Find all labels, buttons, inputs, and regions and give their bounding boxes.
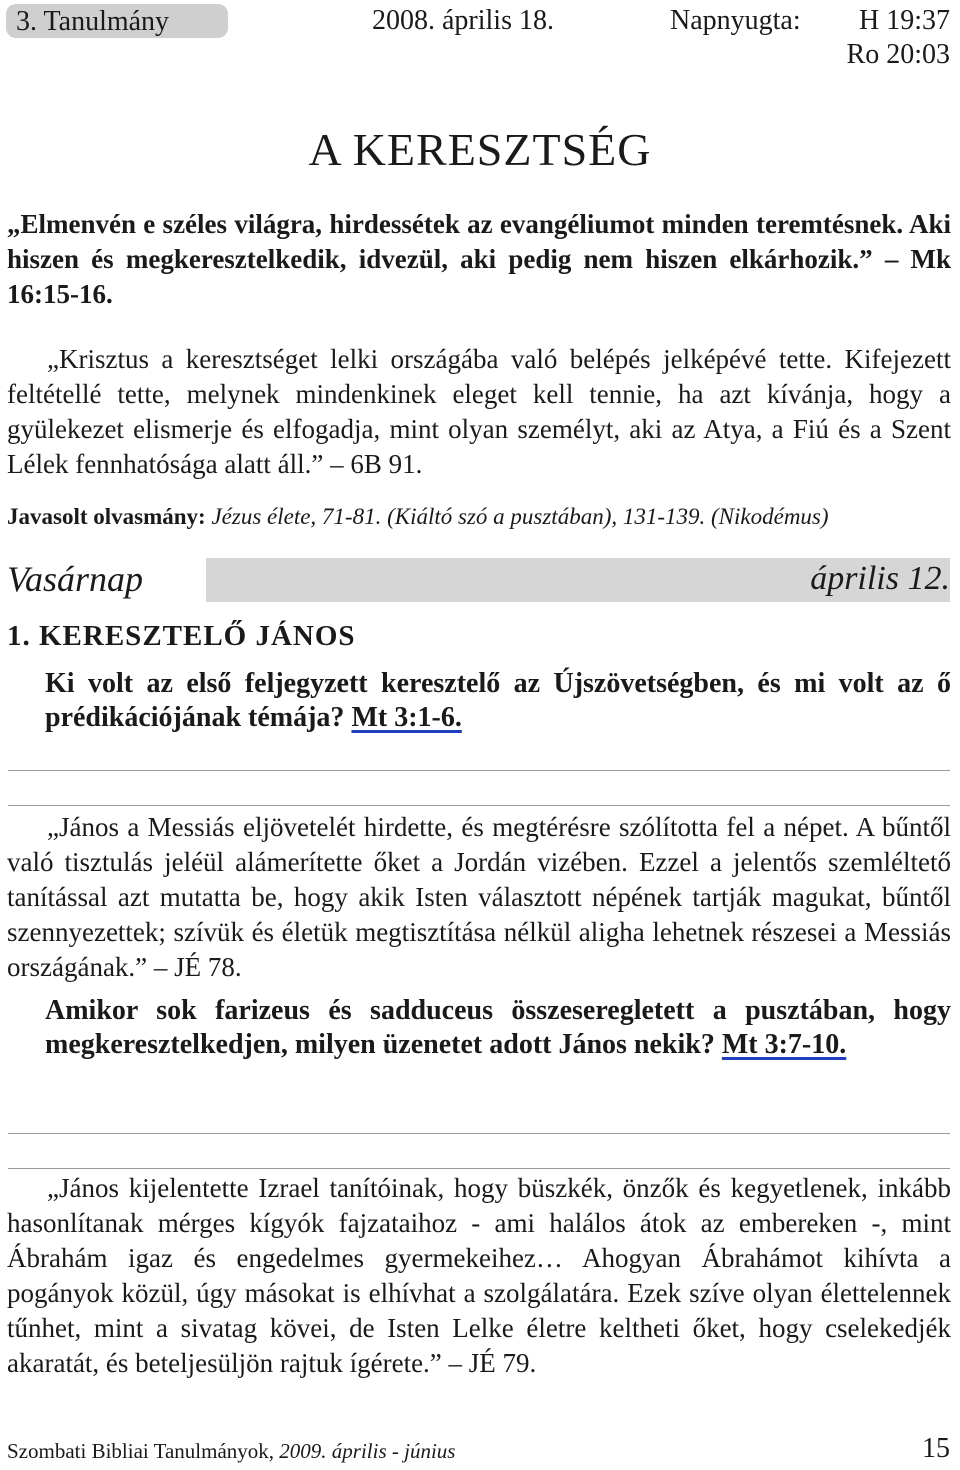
lesson-date: 2008. április 18. <box>372 5 554 36</box>
memory-verse <box>7 207 951 312</box>
lesson-title: A KERESZTSÉG <box>308 124 652 175</box>
question-b-text: Amikor sok farizeus és sadduceus összeseregletett a pusztában, hogy megkeresztelkedjen, milyen üzenetet adott János nekik? <box>45 995 951 1060</box>
day-name: Vasárnap <box>7 559 144 599</box>
question-a <box>7 667 951 735</box>
intro-quote-text: „Krisztus a keresztséget lelki országába való belépés jelképévé tette. Kifejezett feltétellé tette, melynek mindenkinek eleget kell tennie, ha azt kívánja, hogy a gyülekezet elismerje és elfogadja, mint olyan személyt, aki az Atya, a Fiú és a Szent Lélek fennhatósága alatt áll.” – 6B 91. <box>7 344 951 479</box>
answer-quote-a <box>7 810 951 985</box>
answer-line <box>8 1168 950 1169</box>
answer-quote-b <box>7 1171 951 1381</box>
sunset-romania: Ro 20:03 <box>846 39 950 70</box>
question-b <box>7 994 951 1062</box>
footer-publication <box>7 1436 455 1466</box>
footer-period: 2009. április - június <box>279 1439 456 1463</box>
memory-verse-text: „Elmenvén e széles világra, hirdessétek az evangéliumot minden teremtésnek. Aki hiszen és megkeresztelkedik, idvezül, aki pedig nem hiszen elkárhozik.” – Mk 16:15-16. <box>7 209 951 309</box>
answer-line <box>8 1133 950 1134</box>
question-a-letter <box>7 667 45 701</box>
sunset-hungary: H 19:37 <box>859 5 950 36</box>
question-a-reference-link[interactable]: Mt 3:1-6. <box>351 702 462 733</box>
suggested-reading-label: Javasolt olvasmány: <box>7 504 206 529</box>
suggested-reading <box>7 500 951 534</box>
question-b-letter <box>7 994 45 1028</box>
sunset-label: Napnyugta: <box>670 5 801 36</box>
answer-quote-b-text: „János kijelentette Izrael tanítóinak, hogy büszkék, önzők és kegyetlenek, inkább hasonlítanak mérges kígyók fajzataihoz - ami halálos átok az embereken -, mint Ábrahám igaz és engedelmes gyermekeihez… Ahogyan Ábrahámot kihívta a pogányok közül, úgy másokat is elhívhat a szolgálatára. Ezek szíve olyan élettelennek tűnhet, mint a sivatag kövei, de Isten Lelke életre keltheti őket, hogy cselekedjék akaratát, és beteljesüljön rajtuk ígérete.” – JÉ 79. <box>7 1173 951 1378</box>
question-a-text: Ki volt az első feljegyzett keresztelő az Újszövetségben, és mi volt az ő prédikációjának témája? <box>45 668 951 733</box>
answer-line <box>8 805 950 806</box>
intro-quote <box>7 342 951 482</box>
footer-publication-title: Szombati Bibliai Tanulmányok, <box>7 1439 275 1463</box>
answer-quote-a-text: „János a Messiás eljövetelét hirdette, és megtérésre szólította fel a népet. A bűntől való tisztulás jeléül alámerítette őket a Jordán vizében. Ezzel a jelentős szemléltető tanítással azt mutatta be, hogy akik Isten választott népének tartják magukat, bűntől szennyezettek; szívük és életük megtisztítása nélkül aligha lehetnek részesei a Messiás országának.” – JÉ 78. <box>7 812 951 982</box>
question-b-reference-link[interactable]: Mt 3:7-10. <box>721 1029 847 1060</box>
answer-line <box>8 770 950 771</box>
page-number: 15 <box>922 1433 950 1464</box>
suggested-reading-refs: Jézus élete, 71-81. (Kiáltó szó a pusztában), 131-139. (Nikodémus) <box>211 504 829 529</box>
day-date: április 12. <box>810 560 950 597</box>
section-title: 1. KERESZTELŐ JÁNOS <box>7 620 356 652</box>
lesson-badge: 3. Tanulmány <box>6 4 228 38</box>
